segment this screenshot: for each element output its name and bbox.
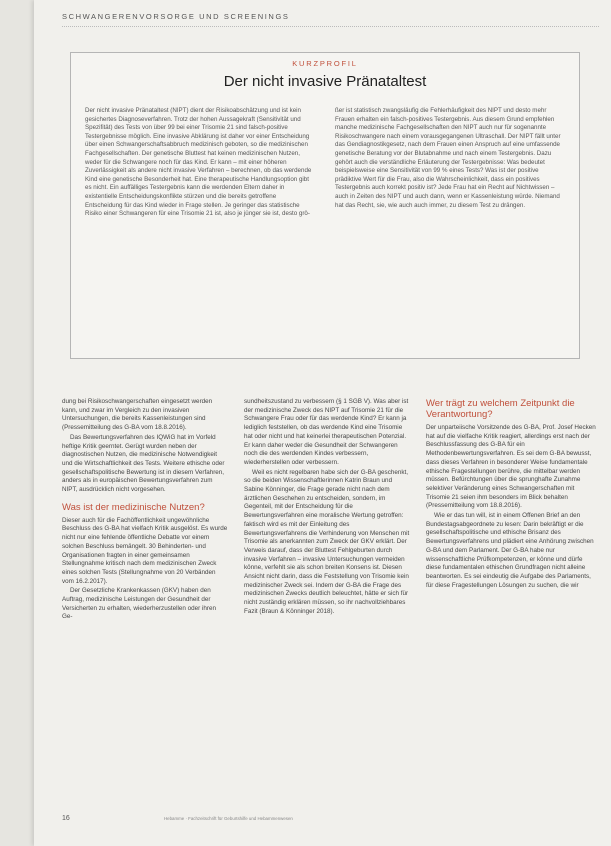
paragraph: dung bei Risikoschwangerschaften eingesetzt werden kann, und zwar im Vergleich zu den invasiven Untersuchungen, die bereits Kassenleistungen sind (Pressemitteilung des G-BA vom 18.8.2016). — [62, 398, 213, 432]
profile-text-left: Der nicht invasive Pränataltest (NIPT) dient der Risikoabschätzung und ist kein gesichertes Diagnoseverfahren. Trotz der hohen Aussagekraft (Sensitivität und Spezifität) des Tests von über 99 bei einer Trisomie 21 sind falsch-positive Testergebnisse möglich. Eine invasive Abklärung ist daher vor einer Entscheidung über einen Schwangerschaftsabbruch medizinisch geboten, so die medizinischen Fachgesellschaften. Der genetische Bluttest hat keinen medizinischen Nutzen, weder für die Schwangere noch für das Kind. Er kann – mit einer höheren Zuverlässigkeit als andere nicht invasive Verfahren – berechnen, ob das werdende Kind eine genetische Besonderheit hat. Eine therapeutische Handlungsoption gibt es nicht. Ein auffälliges Testergebnis kann die werdenden Eltern daher in existentielle Entscheidungskonflikte stürzen und die bereits getroffene Entscheidung für das Kind wieder in Frage stellen. Je geringer das statistische Risiko einer Schwangeren für eine Trisomie 21 ist, also je jünger sie ist, desto grö- — [85, 107, 312, 218]
paragraph: Das Bewertungsverfahren des IQWiG hat im Vorfeld heftige Kritik geerntet. Gerügt wurden neben der diagnostischen Nutzen, die medizinische Notwendigkeit und die Wirtschaftlichkeit des Tests. Weitere ethische oder gesellschaftspolitische Bewertung ist in diesem Verfahren, anders als in europäischen Bewertungsverfahren zum NIPT, ausdrücklich nicht vorgesehen. — [62, 433, 225, 494]
paragraph: Der Gesetzliche Krankenkassen (GKV) haben den Auftrag, medizinische Leistungen der Gesundheit der Versicherten zu erhalten, wiederherzustellen oder ihren Ge- — [62, 587, 217, 621]
paragraph: sundheitszustand zu verbessern (§ 1 SGB V). Was aber ist der medizinische Zweck des NIPT auf Trisomie 21 für die Schwangere Frau oder für das werdende Kind? Er kann ja lediglich feststellen, ob das werdende Kind eine Trisomie hat oder nicht und hat keinerlei therapeutischen Potenzial. Er kann daher weder die Gesundheit der Schwangeren noch die des werdenden Kindes verbessern, wiederherstellen oder verbessern. — [244, 398, 409, 466]
paragraph: Dieser auch für die Fachöffentlichkeit ungewöhnliche Beschluss des G-BA hat vielfach Kritik ausgelöst. Es wurde nicht nur eine fehlende öffentliche Debatte vor einem solchen Beschluss bemängelt. 30 Behinderten- und Organisationen fragten in einer gemeinsamen Stellungnahme kritisch nach dem medizinischen Zweck eines solchen Tests (Stellungnahme von 20 Verbänden vom 16.2.2017). — [62, 516, 228, 585]
subheading: Was ist der medizinische Nutzen? — [62, 501, 205, 513]
article-column-3 — [426, 398, 596, 591]
profile-title: Der nicht invasive Pränataltest — [223, 73, 427, 90]
article-column-1 — [62, 398, 228, 623]
page-number: 16 — [62, 815, 70, 822]
paragraph: Der unparteiische Vorsitzende des G-BA, Prof. Josef Hecken hat auf die vielfache Kritik reagiert, allerdings erst nach der Beschlussfassung des G-BA für ein Methodenbewertungsverfahren. Es sei dem G-BA bewusst, dass dieses Verfahren in besonderer Weise fundamentale ethische Fragestellungen berühre, die mittelbar werden müssen. Befürchtungen über die sprunghafte Zunahme selektiver Veränderung eines Schwangerschaften mit Trisomie 21 seien ihm besonders im Blick behalten (Pressemitteilung vom 18.8.2016). — [426, 424, 596, 510]
paragraph: Wie er das tun will, ist in einem Offenen Brief an den Bundestagsabgeordnete zu lesen: Darin bekräftigt er die gesellschaftspolitische und ethische Brisanz des Bewertungsverfahrens und plädiert eine Anhörung zwischen G-BA und dem Parlament. Der G-BA habe nur wissenschaftliche Prüfkompetenzen, er könne und dürfe diese fundamentalen ethischen Grundfragen nicht alleine beantworten. Es sei eindeutig die Aufgabe des Parlaments, für diese Fragestellungen Lösungen zu suchen, die wir — [426, 512, 594, 589]
subheading: Wer trägt zu welchem Zeitpunkt die Verantwortung? — [426, 398, 575, 420]
section-header: SCHWANGERENVORSORGE UND SCREENINGS — [62, 12, 290, 21]
profile-tag: KURZPROFIL — [292, 59, 358, 68]
article-column-2 — [244, 398, 410, 618]
profile-column-left — [85, 107, 313, 219]
header-divider — [62, 26, 599, 27]
profile-box — [70, 52, 580, 359]
profile-column-right — [335, 107, 563, 210]
document-page — [34, 0, 611, 846]
profile-text-right: ßer ist statistisch zwangsläufig die Fehlerhäufigkeit des NIPT und desto mehr Frauen erhalten ein falsch-positives Testergebnis. Aus diesem Grund empfehlen manche medizinische Fachgesellschaften den NIPT auch nur für sogenannte Risikoschwangere nach einem vorausgegangenen Ultraschall. Der NIPT fällt unter das Gendiagnostikgesetz, nach dem Frauen einen Anspruch auf eine umfassende genetische Beratung vor der Blutabnahme und nach einem Testergebnis. Dazu gehört auch die verständliche Erläuterung der Testergebnisse: Was bedeutet beispielsweise eine Sensitivität von 99 % eines Tests? Was ist der positive prädiktive Wert für die Frau, also die Wahrscheinlichkeit, dass ein positives Testergebnis auch korrekt positiv ist? Jede Frau hat ein Recht auf Nichtwissen – auch in Zeiten des NIPT und auch dann, wenn er Kassenleistung würde. Niemand hat das Recht, sie, wie auch auch immer, zu diesem Test zu drängen. — [335, 107, 561, 209]
footer-source: Hebamme · Fachzeitschrift für Geburtshilfe und Hebammenwesen — [164, 816, 293, 821]
paragraph: Weil es nicht regelbaren habe sich der G-BA geschenkt, so die beiden Wissenschaftlerinnen Katrin Braun und Sabine Könninger, die Frage gerade nicht nach dem ärztlichen Geschehen zu entscheiden, sondern, im Gegenteil, mit der Entscheidung für die Bewertungsverfahren eine moralische Wertung getroffen: faktisch wird es mit der Einleitung des Bewertungsverfahrens die Verhinderung von Menschen mit Trisomie als anerkannten zum Zweck der GKV erklärt. Der Verweis darauf, dass der Bluttest Fehlgeburten durch invasive Verfahren – invasive Untersuchungen vermeiden könne, verfehlt sie als schon breiten Konsens ist. Diesen Ansicht nicht darin, dass die Feststellung von Trisomie kein medizinischer Zweck sei. Indem der G-BA die Frage des medizinischen Zwecks deutlich beleuchtet, hätte er sich für nicht zuständig erklären müssen, so ihr nachvollziehbares Fazit (Braun & Könninger 2018). — [244, 468, 410, 615]
